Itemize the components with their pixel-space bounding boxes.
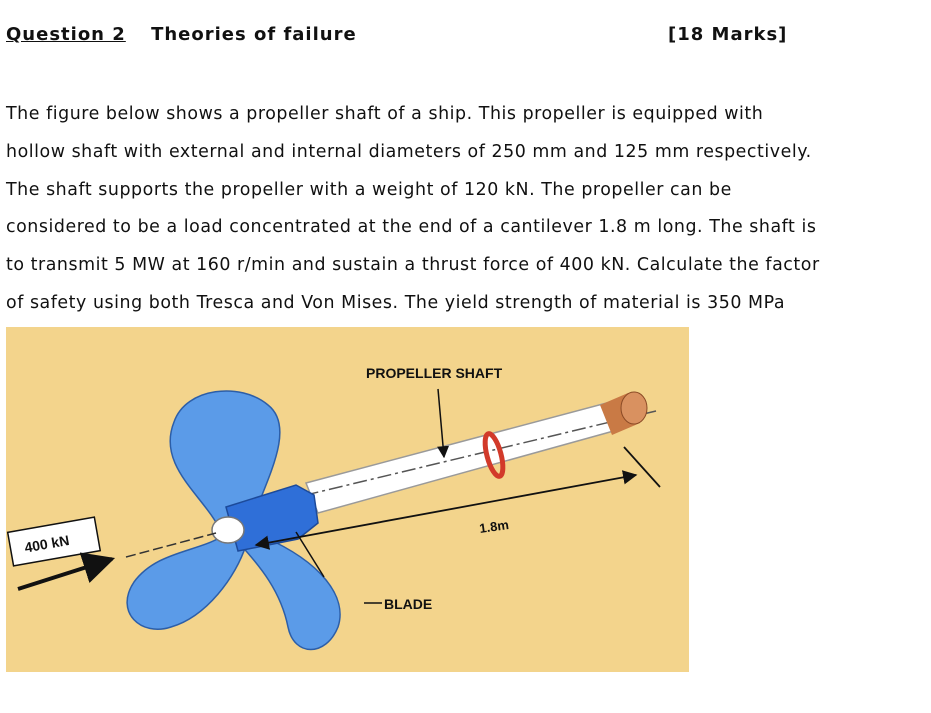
propeller-shaft-figure xyxy=(6,327,689,672)
figure-svg xyxy=(6,327,689,672)
blade-label: BLADE xyxy=(384,596,433,612)
length-label: 1.8m xyxy=(478,516,510,536)
paragraph-line: hollow shaft with external and internal diameters of 250 mm and 125 mm respectively. xyxy=(6,141,812,162)
paragraph-line: considered to be a load concentrated at the end of a cantilever 1.8 m long. The shaft is xyxy=(6,217,817,238)
marks-label: [18 Marks] xyxy=(668,24,788,45)
question-title: Theories of failure xyxy=(151,24,357,45)
paragraph-line: of safety using both Tresca and Von Mises. The yield strength of material is 350 MPa xyxy=(6,292,786,313)
question-paragraph xyxy=(6,96,921,323)
question-number: Question 2 xyxy=(6,24,126,45)
question-heading xyxy=(6,24,357,45)
coupling-face xyxy=(621,392,647,424)
paragraph-line: The shaft supports the propeller with a weight of 120 kN. The propeller can be xyxy=(6,179,732,200)
propeller-hub-cap xyxy=(212,517,244,543)
paragraph-line: to transmit 5 MW at 160 r/min and sustain a thrust force of 400 kN. Calculate the factor xyxy=(6,255,820,276)
shaft-label: PROPELLER SHAFT xyxy=(366,365,503,381)
force-label: 400 kN xyxy=(23,531,71,556)
paragraph-line: The figure below shows a propeller shaft of a ship. This propeller is equipped with xyxy=(6,104,764,124)
